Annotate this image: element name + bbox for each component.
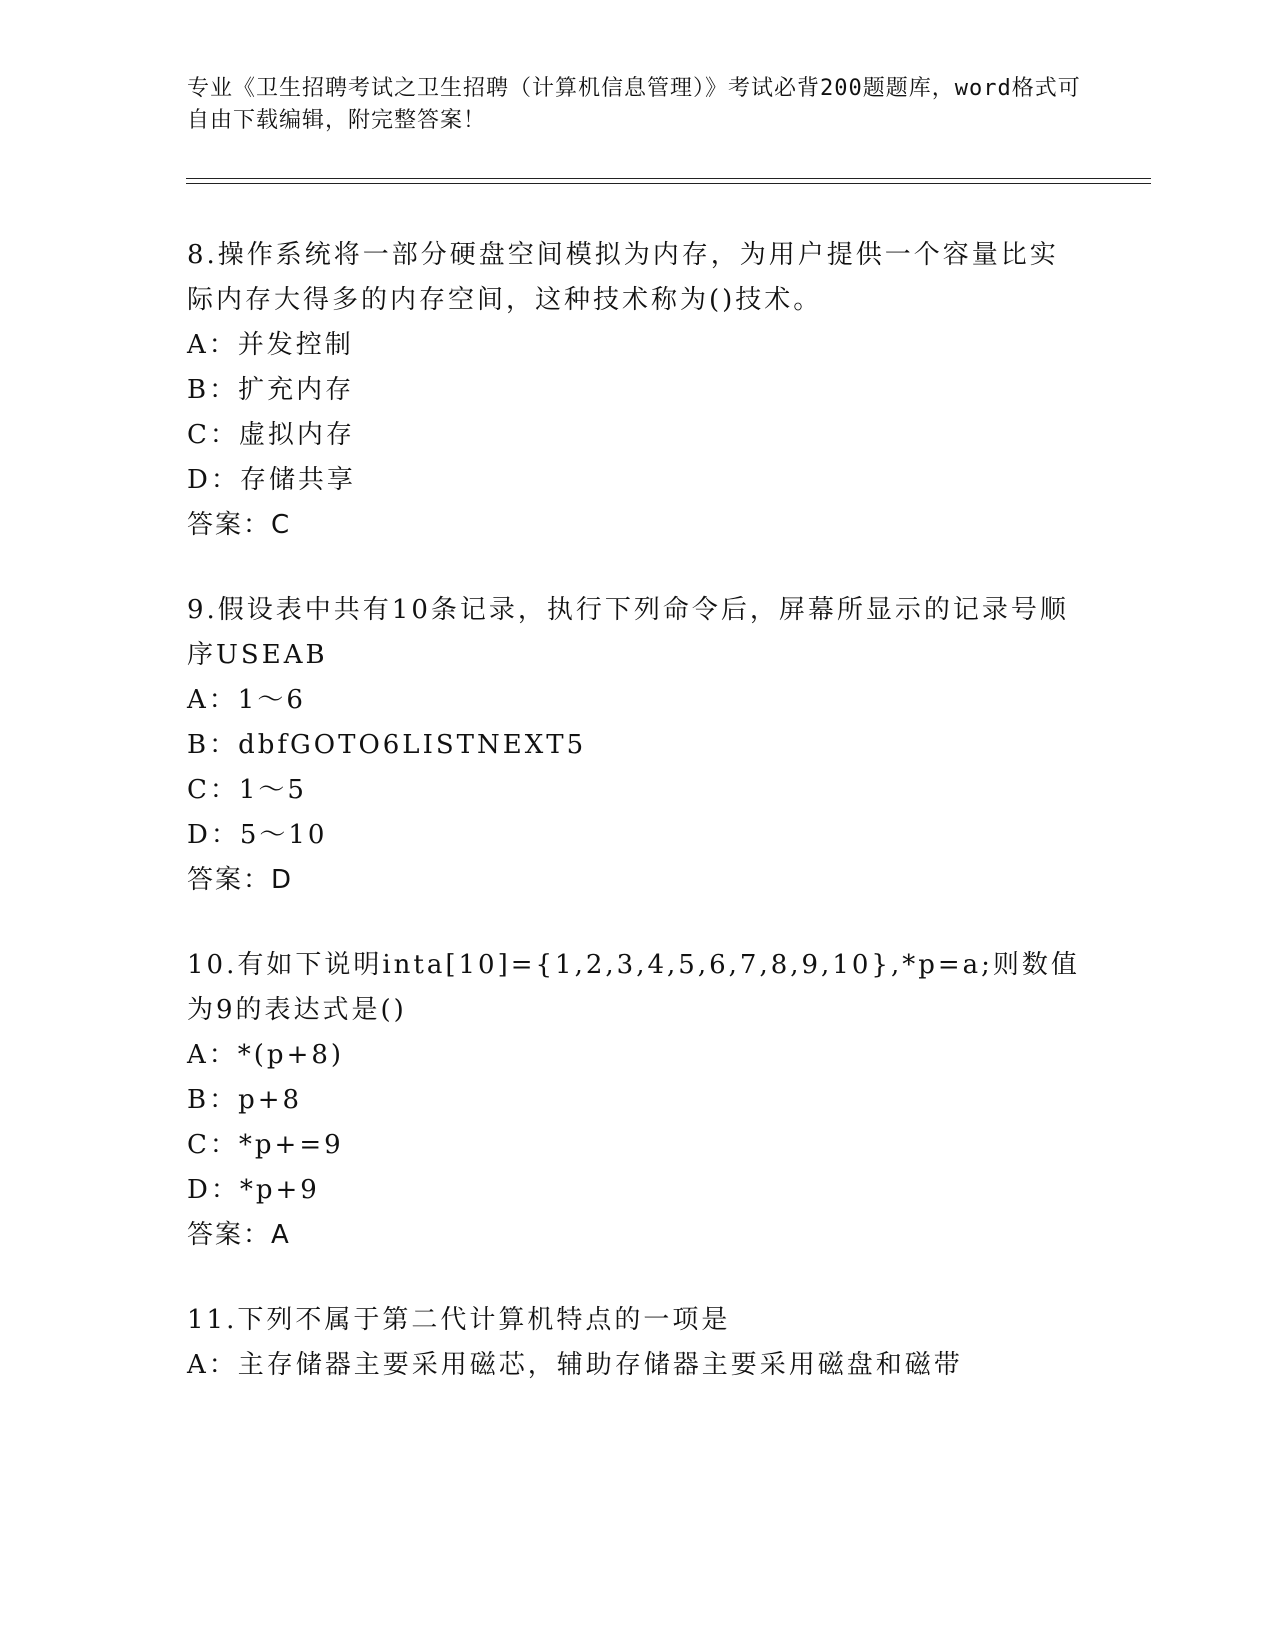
document-header: 专业《卫生招聘考试之卫生招聘（计算机信息管理）》考试必背200题题库，word格式可自由下载编辑，附完整答案！: [187, 76, 1081, 133]
answer-line: 答案：A: [187, 1220, 291, 1250]
option-b: B：扩充内存: [187, 375, 355, 405]
question-text: 11.下列不属于第二代计算机特点的一项是: [187, 1305, 731, 1335]
option-b: B：dbfGOTO6LISTNEXT5: [187, 730, 587, 760]
question-list: [187, 233, 1087, 1428]
question-text: 8.操作系统将一部分硬盘空间模拟为内存，为用户提供一个容量比实际内存大得多的内存空间，这种技术称为()技术。: [187, 240, 1059, 315]
question-10: [187, 943, 1087, 1258]
header-divider-bottom: [186, 183, 1151, 184]
answer-line: 答案：C: [187, 510, 292, 540]
option-d: D：*p+9: [187, 1175, 320, 1205]
question-11: [187, 1298, 1087, 1388]
option-d: D：5～10: [187, 820, 328, 850]
option-a: A：主存储器主要采用磁芯，辅助存储器主要采用磁盘和磁带: [187, 1350, 963, 1380]
option-b: B：p+8: [187, 1085, 303, 1115]
header-divider-top: [186, 178, 1151, 179]
option-c: C：1～5: [187, 775, 307, 805]
option-a: A：并发控制: [187, 330, 354, 360]
option-a: A：1～6: [187, 685, 306, 715]
option-d: D：存储共享: [187, 465, 356, 495]
question-text: 10.有如下说明inta[10]={1,2,3,4,5,6,7,8,9,10},*p=a;则数值为9的表达式是(): [187, 950, 1080, 1025]
question-text: 9.假设表中共有10条记录，执行下列命令后，屏幕所显示的记录号顺序USEAB: [187, 595, 1069, 670]
answer-line: 答案：D: [187, 865, 294, 895]
option-c: C：虚拟内存: [187, 420, 355, 450]
question-9: [187, 588, 1087, 903]
option-a: A：*(p+8): [187, 1040, 345, 1070]
question-8: [187, 233, 1087, 548]
option-c: C：*p+=9: [187, 1130, 344, 1160]
